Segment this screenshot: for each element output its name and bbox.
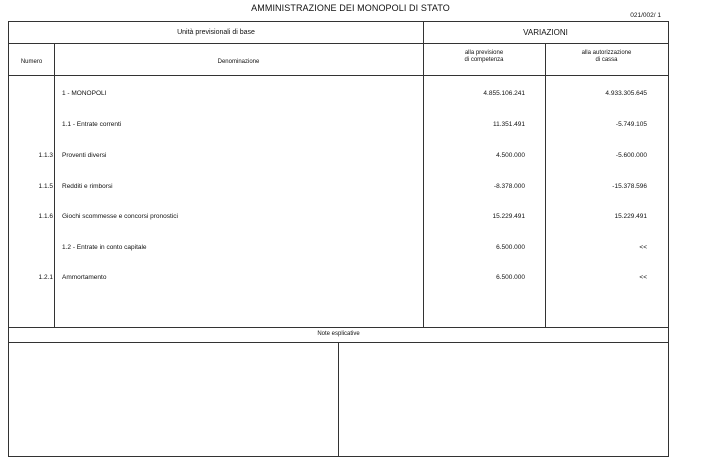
- table-row: [9, 183, 670, 193]
- column-header-competenza-line2: di competenza: [464, 57, 504, 63]
- table-row: [9, 90, 670, 100]
- row-denominazione: 1 - MONOPOLI: [62, 90, 107, 97]
- row-competenza: 6.500.000: [496, 274, 525, 281]
- document-code: 021/002/ 1: [630, 12, 661, 19]
- group-header-variazioni: VARIAZIONI: [523, 28, 568, 37]
- notes-left-box: [9, 343, 338, 456]
- column-header-competenza-line1: alla previsione: [464, 50, 504, 56]
- column-header-denominazione: Denominazione: [217, 59, 260, 65]
- table-row: [9, 244, 670, 254]
- row-denominazione: 1.2 - Entrate in conto capitale: [62, 244, 147, 251]
- budget-table: [8, 21, 669, 457]
- row-cassa: -5.600.000: [615, 152, 647, 159]
- row-numero: 1.2.1: [38, 274, 53, 281]
- row-cassa: <<: [639, 274, 647, 281]
- row-cassa: -5.749.105: [615, 121, 647, 128]
- row-competenza: 15.229.491: [492, 213, 525, 220]
- header-divider-bottom: [9, 75, 668, 76]
- row-competenza: 4.500.000: [496, 152, 525, 159]
- column-header-numero: Numero: [20, 59, 43, 65]
- row-cassa: 4.933.305.645: [605, 90, 647, 97]
- row-numero: 1.1.6: [38, 213, 53, 220]
- row-denominazione: Ammortamento: [62, 274, 107, 281]
- column-header-cassa: [545, 50, 668, 64]
- row-numero: 1.1.5: [38, 183, 53, 190]
- column-header-competenza: [423, 50, 545, 64]
- row-denominazione: 1.1 - Entrate correnti: [62, 121, 122, 128]
- page-title: AMMINISTRAZIONE DEI MONOPOLI DI STATO: [251, 3, 450, 13]
- row-denominazione: Proventi diversi: [62, 152, 107, 159]
- row-cassa: -15.378.596: [612, 183, 647, 190]
- group-header-unita: Unità previsionali di base: [177, 29, 255, 36]
- table-row: [9, 213, 670, 223]
- row-competenza: 11.351.491: [492, 121, 525, 128]
- row-cassa: <<: [639, 244, 647, 251]
- notes-title: Note esplicative: [317, 331, 360, 337]
- column-header-cassa-line1: alla autorizzazione: [581, 50, 632, 56]
- table-row: [9, 152, 670, 162]
- notes-right-box: [339, 343, 668, 456]
- row-denominazione: Redditi e rimborsi: [62, 183, 113, 190]
- table-row: [9, 121, 670, 131]
- row-competenza: 4.855.106.241: [483, 90, 525, 97]
- row-numero: 1.1.3: [38, 152, 53, 159]
- row-competenza: -8.378.000: [493, 183, 525, 190]
- header-divider-top: [9, 43, 668, 44]
- table-row: [9, 274, 670, 284]
- notes-top-divider: [9, 327, 668, 328]
- column-header-cassa-line2: di cassa: [595, 57, 618, 63]
- row-cassa: 15.229.491: [614, 213, 647, 220]
- row-denominazione: Giochi scommesse e concorsi pronostici: [62, 213, 178, 220]
- row-competenza: 6.500.000: [496, 244, 525, 251]
